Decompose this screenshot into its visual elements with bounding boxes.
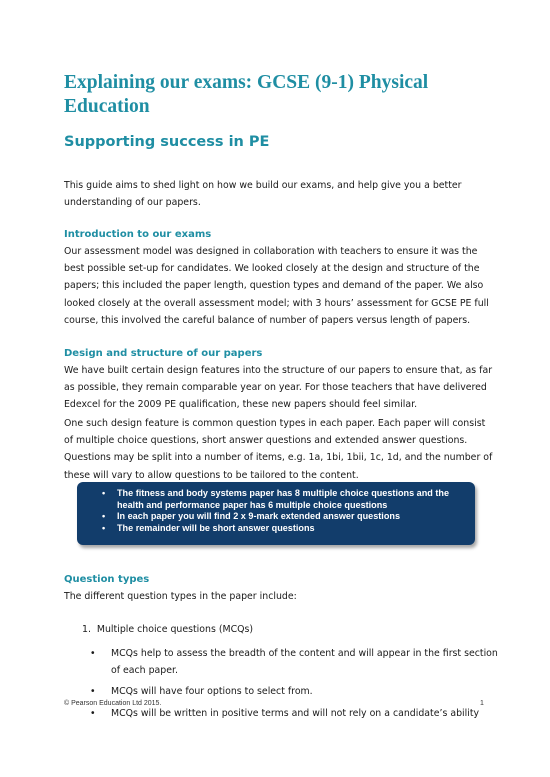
design-heading: Design and structure of our papers [64, 348, 263, 359]
callout-item: • The fitness and body systems paper has 8 multiple choice questions and the health and performance paper has 6 multiple choice questions [102, 488, 450, 510]
document-subtitle: Supporting success in PE [64, 134, 270, 150]
footer-copyright: © Pearson Education Ltd 2015. [64, 700, 162, 707]
bullet-icon: • [90, 648, 96, 659]
bullet-icon: • [90, 686, 96, 697]
document-title: Explaining our exams: GCSE (9-1) Physical Education [64, 72, 429, 117]
key-facts-callout [77, 482, 475, 545]
question-types-intro: The different question types in the paper include: [64, 591, 297, 602]
design-paragraph-1: We have built certain design features into the structure of our papers to ensure that, as far as possible, they remain comparable year on year. For those teachers that have delivered Edexcel for the 2009 PE qualification, these new papers should feel similar. [64, 365, 493, 411]
mcq-bullet-list [90, 646, 500, 727]
bullet-icon: • [102, 511, 106, 522]
page-number: 1 [480, 700, 484, 707]
question-types-heading: Question types [64, 574, 150, 585]
numbered-item-1: 1. Multiple choice questions (MCQs) [82, 624, 254, 635]
bullet-icon: • [102, 488, 106, 498]
list-item: • MCQs will be written in positive terms and will not rely on a candidate’s ability [90, 706, 500, 723]
list-item: • MCQs help to assess the breadth of the content and will appear in the first section of each paper. [90, 648, 498, 676]
list-item: • MCQs will have four options to select from. [90, 684, 500, 701]
design-paragraph-2: One such design feature is common question types in each paper. Each paper will consist of multiple choice questions, short answer questions and extended answer questions. Questions may be split into a number of items, e.g. 1a, 1bi, 1bii, 1c, 1d, and the number of these will vary to allow questions to be tailored to the content. [64, 418, 493, 481]
callout-item: • In each paper you will find 2 x 9-mark extended answer questions [102, 511, 400, 522]
intro-paragraph: This guide aims to shed light on how we build our exams, and help give you a better understanding of our papers. [64, 180, 462, 209]
callout-item: • The remainder will be short answer questions [102, 522, 315, 533]
callout-list [77, 482, 475, 534]
introduction-heading: Introduction to our exams [64, 229, 212, 240]
bullet-icon: • [90, 707, 96, 719]
introduction-paragraph: Our assessment model was designed in collaboration with teachers to ensure it was the best possible set-up for candidates. We looked closely at the design and structure of the papers; this included the paper length, question types and demand of the paper. We also looked closely at the overall assessment model; with 3 hours’ assessment for GCSE PE full course, this involved the careful balance of number of papers versus length of papers. [64, 246, 489, 326]
bullet-icon: • [102, 522, 106, 533]
